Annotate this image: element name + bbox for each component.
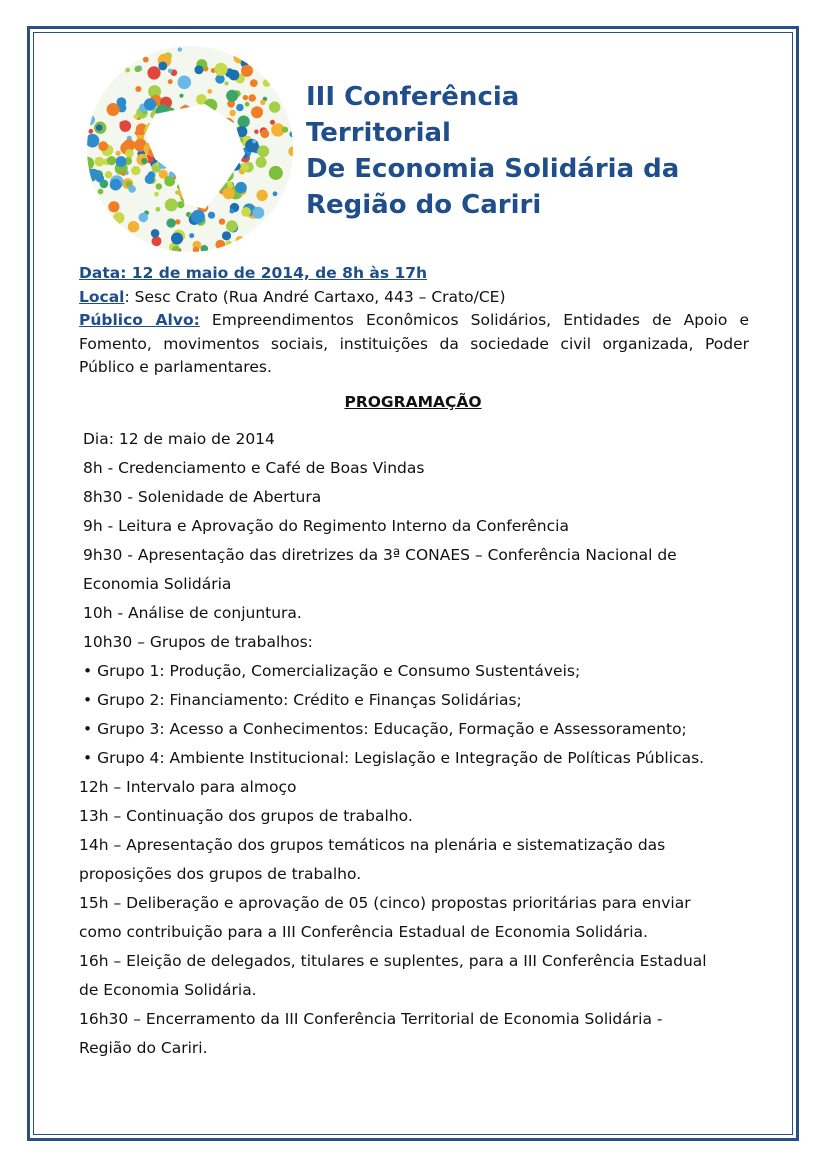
event-audience (79, 309, 749, 380)
location-label: Local (79, 287, 125, 306)
event-location (79, 286, 749, 310)
program-item: Região do Cariri. (79, 1039, 208, 1057)
program-item: 14h – Apresentação dos grupos temáticos na plenária e sistematização das (79, 836, 666, 854)
title-line: III Conferência (306, 82, 520, 112)
program-item: 10h - Análise de conjuntura. (83, 604, 302, 622)
program-item: proposições dos grupos de trabalho. (79, 865, 362, 883)
location-text: : Sesc Crato (Rua André Cartaxo, 443 – Crato/CE) (124, 287, 506, 306)
program-item: • Grupo 1: Produção, Comercialização e Consumo Sustentáveis; (83, 662, 581, 680)
program-item: 12h – Intervalo para almoço (79, 778, 297, 796)
title-line: Territorial (306, 118, 451, 148)
audience-label: Público Alvo: (79, 311, 200, 329)
event-date (79, 262, 749, 286)
program-item: 16h – Eleição de delegados, titulares e suplentes, para a III Conferência Estadual (79, 952, 707, 970)
title-line: Região do Cariri (306, 190, 542, 220)
program-list (79, 425, 759, 1063)
program-item: Dia: 12 de maio de 2014 (83, 430, 275, 448)
document-title (306, 79, 776, 223)
audience-text: Empreendimentos Econômicos Solidários, Entidades de Apoio e Fomento, movimentos sociais, instituições da sociedade civil organizada, Poder Público e parlamentares. (79, 311, 749, 376)
event-info (79, 262, 749, 380)
program-item: 9h30 - Apresentação das diretrizes da 3ª CONAES – Conferência Nacional de (83, 546, 677, 564)
program-item: Economia Solidária (83, 575, 232, 593)
program-item: 8h - Credenciamento e Café de Boas Vindas (83, 459, 425, 477)
program-item: 8h30 - Solenidade de Abertura (83, 488, 322, 506)
program-item: de Economia Solidária. (79, 981, 257, 999)
program-item: • Grupo 2: Financiamento: Crédito e Finanças Solidárias; (83, 691, 522, 709)
conference-logo-image (85, 44, 295, 254)
title-line: De Economia Solidária da (306, 154, 680, 184)
program-item: como contribuição para a III Conferência Estadual de Economia Solidária. (79, 923, 648, 941)
program-item: 15h – Deliberação e aprovação de 05 (cinco) propostas prioritárias para enviar (79, 894, 691, 912)
program-item: 16h30 – Encerramento da III Conferência Territorial de Economia Solidária - (79, 1010, 663, 1028)
program-item: 13h – Continuação dos grupos de trabalho. (79, 807, 413, 825)
program-item: 10h30 – Grupos de trabalhos: (83, 633, 313, 651)
program-item: • Grupo 3: Acesso a Conhecimentos: Educação, Formação e Assessoramento; (83, 720, 687, 738)
program-item: 9h - Leitura e Aprovação do Regimento Interno da Conferência (83, 517, 569, 535)
date-text: Data: 12 de maio de 2014, de 8h às 17h (79, 264, 428, 282)
program-heading: PROGRAMAÇÃO (344, 393, 482, 411)
program-item: • Grupo 4: Ambiente Institucional: Legislação e Integração de Políticas Públicas. (83, 749, 705, 767)
